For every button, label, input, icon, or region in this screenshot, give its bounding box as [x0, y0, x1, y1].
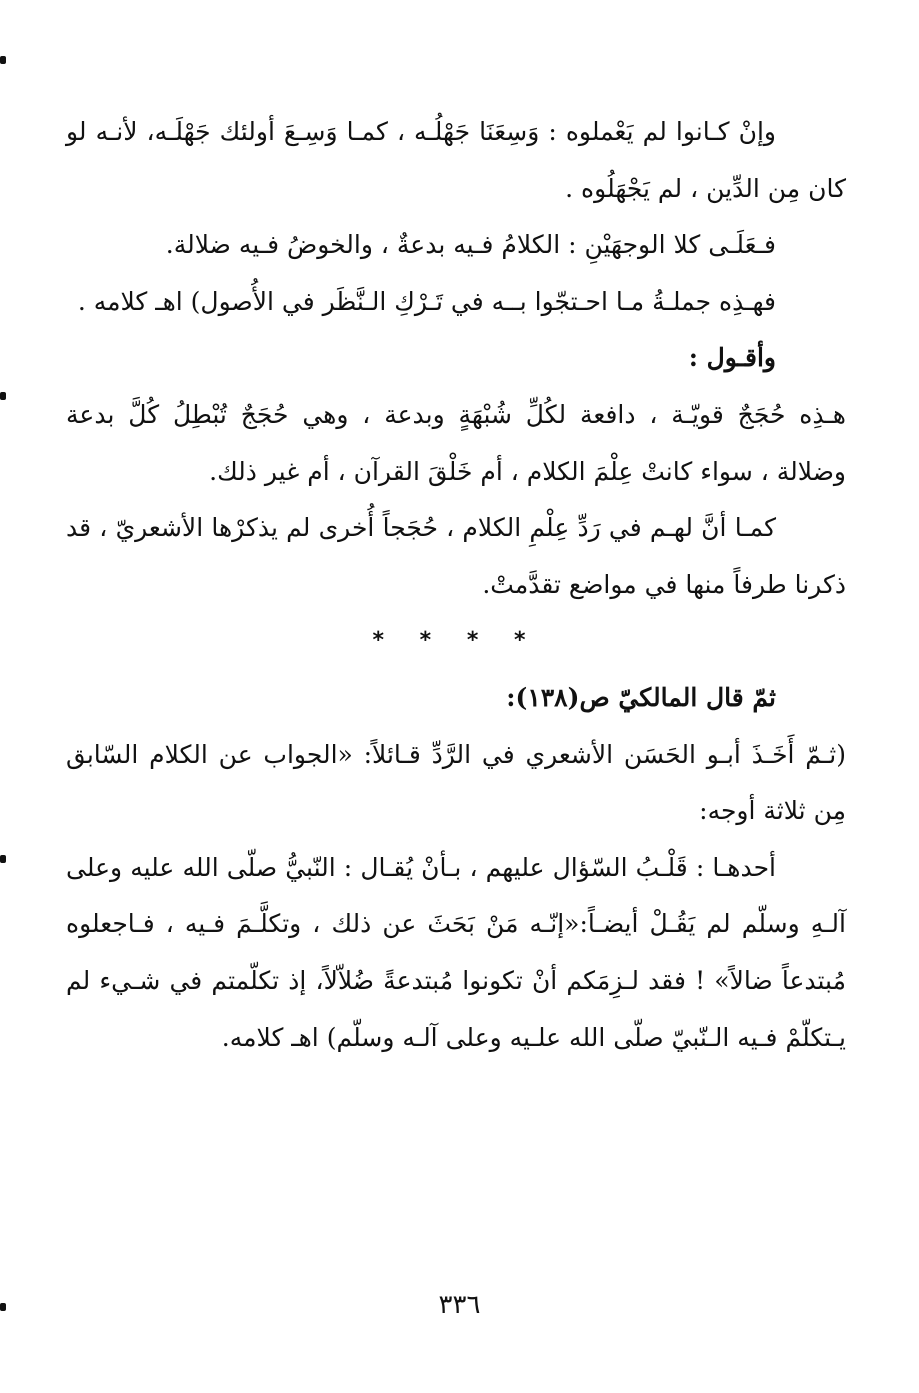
body-text: [66, 104, 846, 1066]
section-separator: * * * *: [372, 628, 540, 654]
scan-edge-mark: [0, 392, 6, 400]
paragraph: فهـذِه جملـةُ مـا احـتجّوا بــه في تَـرْكِ الـنَّظَر في الأُصول) اهـ كلامه .: [77, 286, 776, 316]
paragraph: فـعَلَـى كلا الوجهَيْنِ : الكلامُ فـيه بدعةٌ ، والخوضُ فـيه ضلالة.: [165, 230, 776, 260]
section-heading: ثمّ قال المالكيّ ص(١٣٨):: [506, 682, 776, 712]
page-number: ٣٣٦: [438, 1290, 481, 1320]
paragraph: وإنْ كـانوا لم يَعْملوه : وَسِعَنَا جَهْلُـه ، كمـا وَسِـعَ أولئك جَهْلَـه، لأنـه لو كان مِن الدِّين ، لم يَجْهَلُوه .: [66, 117, 846, 203]
scan-edge-mark: [0, 56, 6, 64]
paragraph: هـذِه حُجَجٌ قويّـة ، دافعة لكُلِّ شُبْهَةٍ وبدعة ، وهي حُجَجٌ تُبْطِلُ كُلَّ بدعة وضلالة ، سواء كانتْ عِلْمَ الكلام ، أم خَلْقَ القرآن ، أم غير ذلك.: [66, 399, 846, 486]
paragraph: (ثـمّ أَخَـذَ أبـو الحَسَن الأشعري في الرَّدِّ قـائلاً: «الجواب عن الكلام السّابق مِن ثلاثة أوجه:: [66, 739, 846, 826]
paragraph: كمـا أنَّ لهـم في رَدِّ عِلْمِ الكلام ، حُجَجاً أُخرى لم يذكرْها الأشعريّ ، قد ذكرنا طرفاً منها في مواضع تقدَّمتْ.: [66, 513, 846, 599]
scan-edge-mark: [0, 855, 6, 863]
paragraph: أحدهـا : قَلْـبُ السّؤال عليهم ، بـأنْ يُقـال : النّبيُّ صلّى الله عليه وعلى آلـهِ وسلّم لم يَقُـلْ أيضـاً:«إنّـه مَنْ بَحَثَ عن ذلك ، وتكلَّـمَ فـيه ، فـاجعلوه مُبتدعاً ضالاً» ! فقد لـزِمَكم أنْ تكونوا مُبتدعةً ضُلاّلاً، إذ تكلّمتم في شـيء لم يـتكلّمْ فـيه الـنّبيّ صلّى الله علـيه وعلى آلـه وسلّم) اهـ كلامه.: [66, 852, 846, 1052]
section-heading: وأقـول :: [688, 343, 776, 373]
